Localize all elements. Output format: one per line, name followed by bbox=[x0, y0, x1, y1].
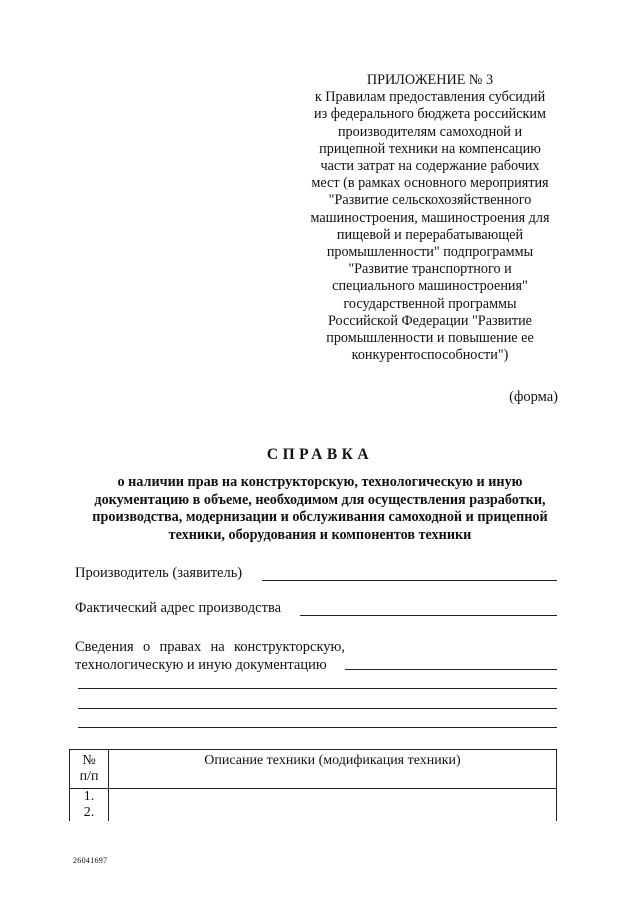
appendix-line: промышленности" подпрограммы bbox=[326, 244, 534, 261]
rights-word: конструкторскую, bbox=[233, 639, 345, 655]
appendix-line: "Развитие транспортного и bbox=[348, 261, 512, 278]
appendix-line: Российской Федерации "Развитие bbox=[328, 312, 532, 329]
appendix-line: "Развитие сельскохозяйственного bbox=[328, 192, 532, 209]
address-field[interactable] bbox=[300, 615, 557, 616]
appendix-line: специального машиностроения" bbox=[332, 278, 528, 295]
appendix-line: машиностроения, машиностроения для bbox=[310, 209, 550, 226]
header-description: Описание техники (модификация техники) bbox=[109, 750, 557, 789]
appendix-line: промышленности и повышение ее bbox=[326, 330, 534, 347]
rights-label-line2: технологическую и иную документацию bbox=[75, 657, 327, 673]
rights-label bbox=[75, 638, 345, 674]
subtitle-line: техники, оборудования и компонентов техники bbox=[168, 526, 472, 543]
rights-field-line-1[interactable] bbox=[345, 669, 557, 670]
document-code: 26041697 bbox=[73, 856, 108, 865]
appendix-line: из федерального бюджета российским bbox=[314, 106, 546, 123]
row-number: 2. bbox=[70, 805, 109, 821]
header-number bbox=[70, 750, 109, 789]
technique-table bbox=[69, 749, 557, 821]
document-subtitle bbox=[60, 474, 580, 544]
header-number-line1: № bbox=[82, 753, 96, 768]
producer-field[interactable] bbox=[262, 580, 557, 581]
row-description[interactable] bbox=[109, 789, 557, 822]
rights-label-line1 bbox=[75, 638, 345, 656]
appendix-line: прицепной техники на компенсацию bbox=[319, 140, 541, 157]
rights-word: о bbox=[142, 639, 151, 655]
rights-word: правах bbox=[159, 639, 202, 655]
appendix-line: части затрат на содержание рабочих bbox=[320, 158, 540, 175]
appendix-line: конкурентоспособности") bbox=[351, 347, 509, 364]
producer-label: Производитель (заявитель) bbox=[75, 565, 243, 581]
document-title: СПРАВКА bbox=[266, 446, 374, 463]
rights-field-line-2[interactable] bbox=[78, 688, 557, 689]
appendix-line: пищевой и перерабатывающей bbox=[336, 226, 524, 243]
rights-field-line-3[interactable] bbox=[78, 708, 557, 709]
appendix-title: ПРИЛОЖЕНИЕ № 3 bbox=[366, 72, 494, 88]
row-number: 1. bbox=[70, 789, 109, 806]
subtitle-line: документацию в объеме, необходимом для осуществления разработки, bbox=[94, 491, 546, 508]
table-header-row bbox=[70, 750, 557, 789]
header-number-line2: п/п bbox=[79, 769, 99, 784]
appendix-line: государственной программы bbox=[343, 295, 517, 312]
appendix-line: производителям самоходной и bbox=[337, 123, 523, 140]
subtitle-line: о наличии прав на конструкторскую, технологическую и иную bbox=[117, 474, 523, 490]
subtitle-line: производства, модернизации и обслуживания самоходной и прицепной bbox=[92, 509, 548, 526]
address-label: Фактический адрес производства bbox=[75, 600, 282, 616]
appendix-line: мест (в рамках основного мероприятия bbox=[311, 175, 549, 192]
rights-word: на bbox=[210, 639, 225, 655]
rights-field-line-4[interactable] bbox=[78, 727, 557, 728]
rights-word: Сведения bbox=[75, 639, 134, 655]
form-tag: (форма) bbox=[509, 389, 558, 405]
appendix-line: к Правилам предоставления субсидий bbox=[314, 89, 546, 106]
appendix-header bbox=[300, 72, 560, 364]
table-row bbox=[70, 789, 557, 806]
